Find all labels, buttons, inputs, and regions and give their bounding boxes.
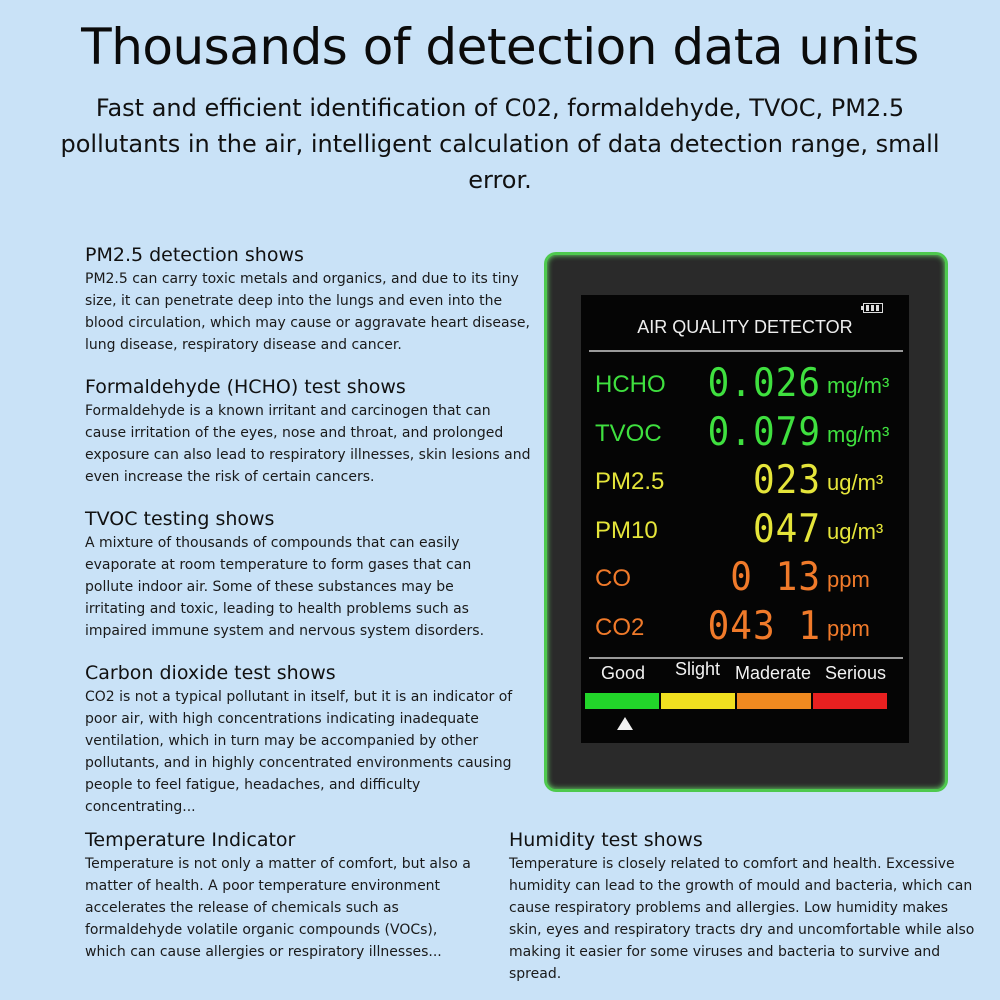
reading-unit: ppm bbox=[827, 615, 870, 641]
level-marker-icon bbox=[617, 717, 633, 730]
humidity-heading: Humidity test shows bbox=[509, 829, 703, 851]
hcho-section bbox=[85, 376, 535, 488]
reading-unit: ug/m³ bbox=[827, 518, 884, 544]
reading-label: HCHO bbox=[595, 371, 666, 398]
co2-heading: Carbon dioxide test shows bbox=[85, 662, 336, 684]
device-screen bbox=[581, 295, 909, 743]
reading-value: 023 bbox=[752, 457, 821, 504]
page-subtitle: Fast and efficient identification of C02, formaldehyde, TVOC, PM2.5 pollutants in the air, intelligent calculation of data detection range, small error. bbox=[60, 94, 940, 194]
humidity-body: Temperature is closely related to comfort and health. Excessive humidity can lead to the growth of mould and bacteria, which can cause respiratory problems and allergies. Low humidity makes skin, eyes and respiratory tracts dry and uncomfortable while also making it easier for some viruses and bacteria to survive and spread. bbox=[509, 856, 975, 982]
scale-label-slight: Slight bbox=[675, 659, 721, 679]
scale-bar-serious bbox=[813, 693, 887, 709]
reading-value: 047 bbox=[752, 506, 821, 552]
reading-label: PM10 bbox=[595, 516, 658, 544]
co2-section bbox=[85, 662, 525, 818]
reading-unit: mg/m³ bbox=[827, 421, 890, 447]
hcho-body: Formaldehyde is a known irritant and carcinogen that can cause irritation of the eyes, nose and throat, and prolonged exposure can also lead to respiratory illnesses, skin lesions and even increase the risk of certain cancers. bbox=[85, 403, 531, 485]
reading-label: CO bbox=[595, 565, 631, 592]
reading-unit: mg/m³ bbox=[827, 373, 890, 398]
screen-divider-top bbox=[589, 350, 903, 352]
reading-row-co bbox=[595, 554, 905, 601]
temperature-body: Temperature is not only a matter of comfort, but also a matter of health. A poor temperature environment accelerates the release of chemicals such as formaldehyde volatile organic compounds (VOCs), which can cause allergies or respiratory illnesses... bbox=[85, 856, 471, 960]
pm25-heading: PM2.5 detection shows bbox=[85, 244, 304, 266]
reading-row-tvoc bbox=[595, 409, 905, 455]
reading-row-pm10 bbox=[595, 506, 905, 552]
reading-label: TVOC bbox=[595, 419, 662, 447]
humidity-section bbox=[509, 829, 979, 985]
pm25-section bbox=[85, 244, 535, 356]
reading-row-pm25 bbox=[595, 457, 905, 504]
page-title: Thousands of detection data units bbox=[81, 18, 919, 76]
screen-title: AIR QUALITY DETECTOR bbox=[637, 317, 853, 337]
scale-bar-good bbox=[585, 693, 659, 709]
tvoc-section bbox=[85, 508, 515, 642]
tvoc-heading: TVOC testing shows bbox=[85, 508, 275, 530]
scale-label-good: Good bbox=[601, 663, 646, 683]
co2-body: CO2 is not a typical pollutant in itself, but it is an indicator of poor air, with high concentrations indicating inadequate ventilation, which in turn may be accompanied by other pollutants, and in highly concentrated environments causing people to feel fatigue, headaches, and difficulty concentrating... bbox=[85, 689, 513, 815]
reading-value: 0.026 bbox=[707, 360, 821, 407]
scale-label-serious: Serious bbox=[825, 663, 887, 683]
scale-labels bbox=[585, 659, 905, 687]
reading-row-hcho bbox=[595, 360, 905, 407]
temperature-section bbox=[85, 829, 475, 963]
air-quality-detector-device bbox=[544, 252, 948, 792]
scale-bar-maderate bbox=[737, 693, 811, 709]
scale-bar-slight bbox=[661, 693, 735, 709]
reading-unit: ppm bbox=[827, 567, 870, 592]
scale-label-maderate: Maderate bbox=[735, 663, 812, 683]
reading-label: CO2 bbox=[595, 613, 645, 641]
hcho-heading: Formaldehyde (HCHO) test shows bbox=[85, 376, 406, 398]
battery-icon bbox=[863, 303, 883, 313]
reading-value: 043 1 bbox=[707, 603, 821, 649]
reading-label: PM2.5 bbox=[595, 468, 665, 495]
temperature-heading: Temperature Indicator bbox=[85, 829, 296, 851]
screen-divider-bottom bbox=[589, 657, 903, 659]
tvoc-body: A mixture of thousands of compounds that can easily evaporate at room temperature to form gases that can pollute indoor air. Some of these substances may be irritating and toxic, leading to health problems such as impaired immune system and nervous system disorders. bbox=[85, 535, 485, 639]
reading-value: 0 13 bbox=[730, 554, 821, 601]
pm25-body: PM2.5 can carry toxic metals and organics, and due to its tiny size, it can penetrate deep into the lungs and even into the blood circulation, which may cause or aggravate heart disease, lung disease, respiratory disease and cancer. bbox=[85, 271, 530, 353]
reading-unit: ug/m³ bbox=[827, 470, 884, 495]
reading-row-co2 bbox=[595, 603, 905, 649]
reading-value: 0.079 bbox=[707, 409, 821, 455]
